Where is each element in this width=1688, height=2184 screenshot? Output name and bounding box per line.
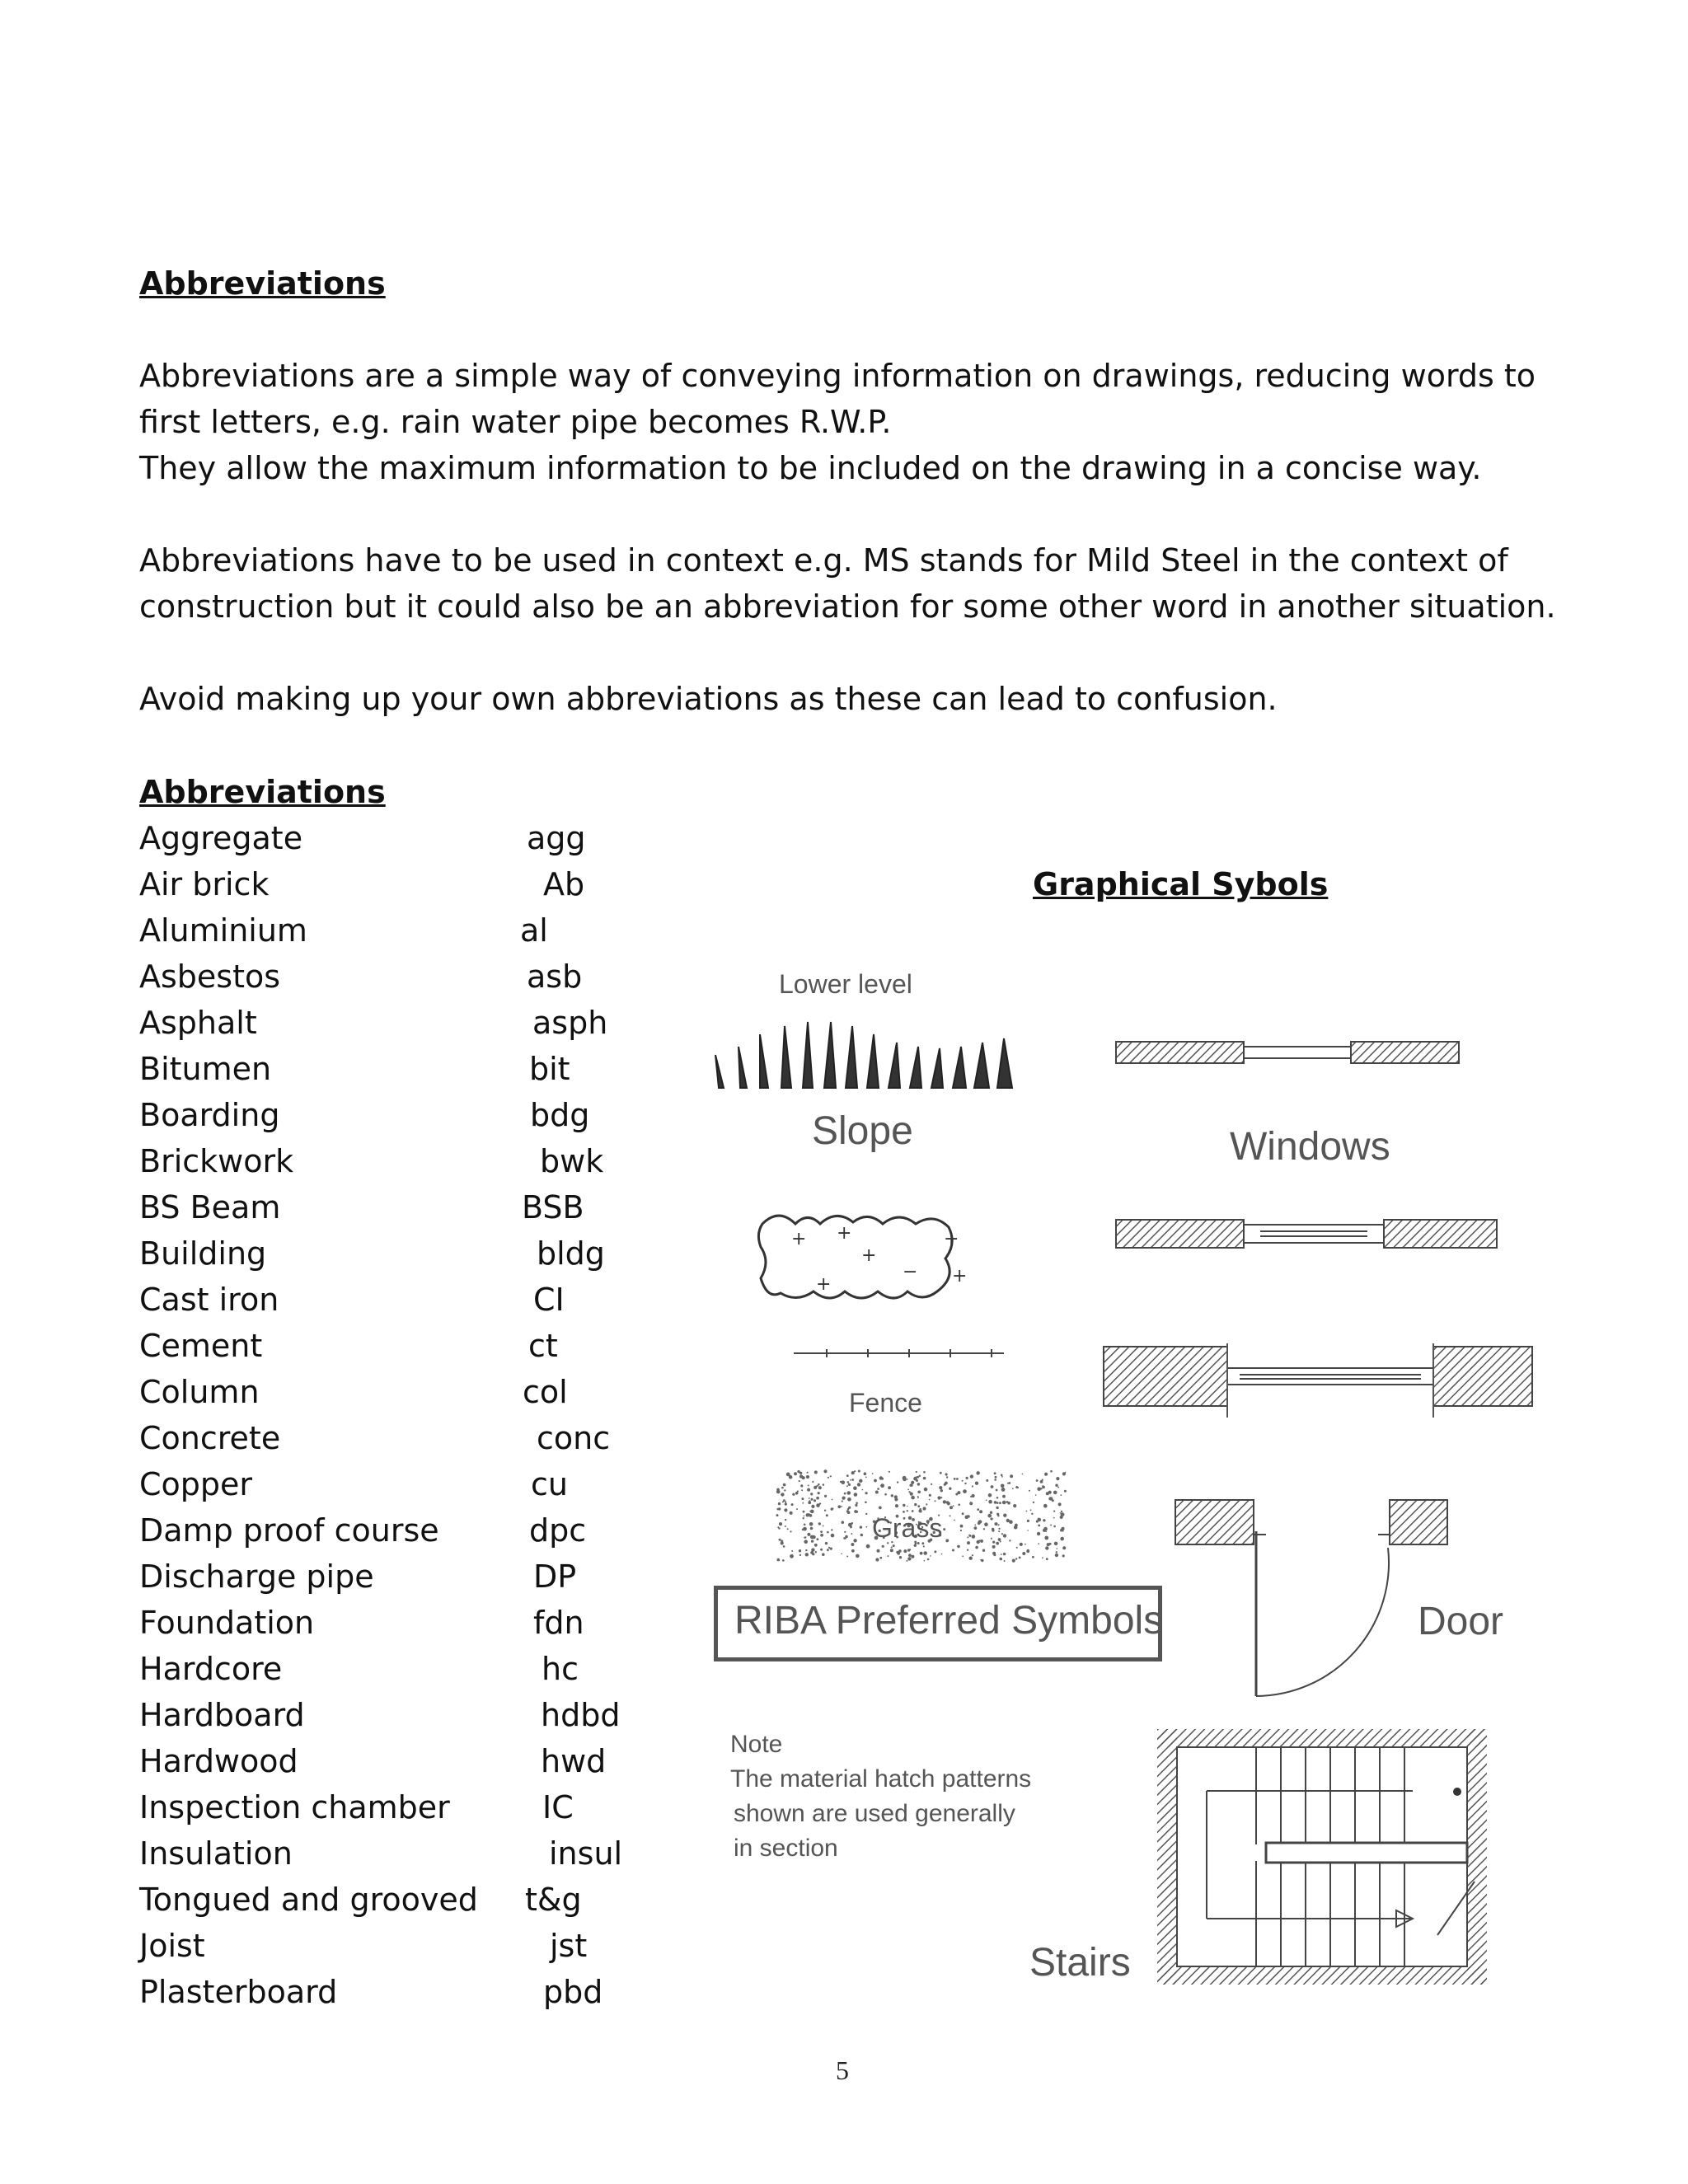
abbreviation-term: BS Beam — [139, 1189, 281, 1226]
abbreviation-term: Foundation — [139, 1605, 315, 1641]
abbreviation-term: Building — [139, 1235, 267, 1272]
abbreviation-term: Hardcore — [139, 1651, 283, 1687]
abbreviation-code: col — [523, 1374, 568, 1410]
abbreviation-code: CI — [533, 1282, 565, 1318]
abbreviation-row — [139, 1969, 716, 2015]
svg-text:+: + — [791, 1229, 807, 1249]
abbreviation-code: asb — [527, 958, 583, 995]
page-number: 5 — [836, 2055, 849, 2085]
svg-text:+: + — [944, 1229, 959, 1249]
riba-title: RIBA Preferred Symbols — [734, 1599, 1164, 1643]
note-block — [730, 1727, 1031, 1866]
svg-text:+: + — [861, 1245, 877, 1266]
abbreviation-term: Concrete — [139, 1420, 281, 1456]
abbreviation-code: jst — [550, 1928, 588, 1964]
abbreviation-row — [139, 1461, 716, 1507]
abbreviation-term: Asbestos — [139, 958, 281, 995]
note-line: The material hatch patterns — [730, 1765, 1032, 1793]
abbreviation-term: Plasterboard — [139, 1974, 338, 2010]
stairs-label: Stairs — [1029, 1941, 1131, 1985]
abbreviation-row — [139, 1138, 716, 1184]
abbreviation-row — [139, 1692, 716, 1738]
abbreviation-term: Joist — [139, 1928, 205, 1964]
abbreviation-code: cu — [531, 1466, 568, 1502]
grass-label: Grass — [872, 1513, 943, 1543]
abbreviation-term: Asphalt — [139, 1005, 257, 1041]
abbreviation-term: Hardwood — [139, 1743, 298, 1779]
abbreviation-code: BSB — [522, 1189, 584, 1226]
abbreviation-code: fdn — [533, 1605, 584, 1641]
abbreviation-term: Copper — [139, 1466, 253, 1502]
abbreviation-row — [139, 907, 716, 954]
abbreviation-row — [139, 1000, 716, 1046]
windows-label: Windows — [1230, 1125, 1390, 1169]
paragraph-line: first letters, e.g. rain water pipe becomes R.W.P. — [139, 404, 892, 440]
fence-symbol — [794, 1347, 1004, 1360]
window-symbol-2 — [1116, 1216, 1497, 1251]
door-symbol — [1175, 1498, 1447, 1704]
abbreviation-row — [139, 861, 716, 907]
abbreviation-term: Hardboard — [139, 1697, 305, 1733]
abbreviation-row — [139, 1877, 716, 1923]
window-symbol-3 — [1104, 1343, 1532, 1419]
note-heading: Note — [730, 1731, 783, 1758]
abbreviation-code: bwk — [540, 1143, 604, 1179]
door-label: Door — [1418, 1600, 1504, 1643]
fence-label: Fence — [849, 1388, 922, 1418]
abbreviation-row — [139, 1046, 716, 1092]
abbreviation-term: Insulation — [139, 1835, 293, 1872]
abbreviation-code: pbd — [543, 1974, 603, 2010]
slope-symbol — [709, 997, 1047, 1096]
abbreviation-term: Cement — [139, 1328, 263, 1364]
abbreviation-term: Cast iron — [139, 1282, 279, 1318]
abbreviation-code: asph — [532, 1005, 608, 1041]
paragraph-line: Abbreviations are a simple way of conveying information on drawings, reducing words to — [139, 358, 1536, 394]
abbreviation-term: Brickwork — [139, 1143, 294, 1179]
abbreviation-row — [139, 954, 716, 1000]
abbreviation-code: dpc — [529, 1512, 587, 1549]
abbreviation-code: IC — [542, 1789, 574, 1825]
abbreviation-code: DP — [533, 1558, 577, 1595]
abbreviation-row — [139, 1784, 716, 1830]
abbreviation-term: Damp proof course — [139, 1512, 439, 1549]
hardcore-symbol — [746, 1199, 1010, 1315]
note-line: in section — [734, 1835, 838, 1862]
abbreviation-code: Ab — [543, 866, 585, 902]
note-line: shown are used generally — [734, 1800, 1015, 1827]
abbreviation-row — [139, 1646, 716, 1692]
intro-paragraph — [139, 353, 1590, 491]
svg-text:+: + — [837, 1223, 852, 1244]
abbreviations-list — [139, 815, 716, 2015]
abbreviation-code: hc — [542, 1651, 579, 1687]
abbreviation-row — [139, 1184, 716, 1230]
abbreviation-term: Bitumen — [139, 1051, 272, 1087]
stairs-symbol — [1157, 1729, 1487, 1985]
abbreviation-code: bit — [529, 1051, 570, 1087]
abbreviation-term: Inspection chamber — [139, 1789, 450, 1825]
paragraph-line: Abbreviations have to be used in context e.g. MS stands for Mild Steel in the context of — [139, 542, 1508, 579]
abbreviation-row — [139, 1830, 716, 1877]
paragraph-line: Avoid making up your own abbreviations as these can lead to confusion. — [139, 681, 1278, 717]
abbreviation-code: hwd — [541, 1743, 607, 1779]
abbreviation-term: Discharge pipe — [139, 1558, 374, 1595]
graphical-symbols-heading: Graphical Sybols — [1033, 866, 1329, 902]
paragraph-line: construction but it could also be an abbreviation for some other word in another situation. — [139, 588, 1556, 625]
advice-paragraph — [139, 676, 1590, 722]
riba-box — [714, 1586, 1162, 1661]
abbreviation-code: ct — [528, 1328, 558, 1364]
slope-label: Slope — [812, 1109, 913, 1153]
svg-text:+: + — [816, 1274, 832, 1295]
abbreviation-term: Aluminium — [139, 912, 307, 949]
abbreviation-code: insul — [549, 1835, 623, 1872]
abbreviation-row — [139, 1369, 716, 1415]
page-heading: Abbreviations — [139, 265, 386, 302]
abbreviation-row — [139, 1277, 716, 1323]
context-paragraph — [139, 537, 1590, 630]
abbreviation-term: Column — [139, 1374, 260, 1410]
svg-text:−: − — [903, 1262, 918, 1282]
abbreviation-row — [139, 1738, 716, 1784]
abbreviation-code: bdg — [530, 1097, 590, 1133]
abbreviations-list-heading: Abbreviations — [139, 774, 386, 810]
abbreviation-code: agg — [527, 820, 586, 856]
abbreviation-code: bldg — [537, 1235, 605, 1272]
abbreviation-code: t&g — [525, 1882, 582, 1918]
abbreviation-row — [139, 1415, 716, 1461]
abbreviation-term: Air brick — [139, 866, 270, 902]
abbreviation-term: Tongued and grooved — [139, 1882, 478, 1918]
window-symbol-1 — [1116, 1038, 1459, 1066]
abbreviation-row — [139, 1507, 716, 1554]
abbreviation-code: al — [520, 912, 548, 949]
abbreviation-term: Aggregate — [139, 820, 303, 856]
abbreviation-term: Boarding — [139, 1097, 280, 1133]
lower-level-label: Lower level — [779, 969, 912, 999]
abbreviation-code: conc — [537, 1420, 611, 1456]
abbreviation-code: hdbd — [541, 1697, 621, 1733]
abbreviation-row — [139, 1554, 716, 1600]
abbreviation-row — [139, 1323, 716, 1369]
abbreviation-row — [139, 1923, 716, 1969]
abbreviation-row — [139, 1600, 716, 1646]
abbreviation-row — [139, 1092, 716, 1138]
svg-text:+: + — [952, 1266, 968, 1286]
abbreviation-row — [139, 815, 716, 861]
paragraph-line: They allow the maximum information to be included on the drawing in a concise way. — [139, 450, 1482, 486]
abbreviation-row — [139, 1230, 716, 1277]
